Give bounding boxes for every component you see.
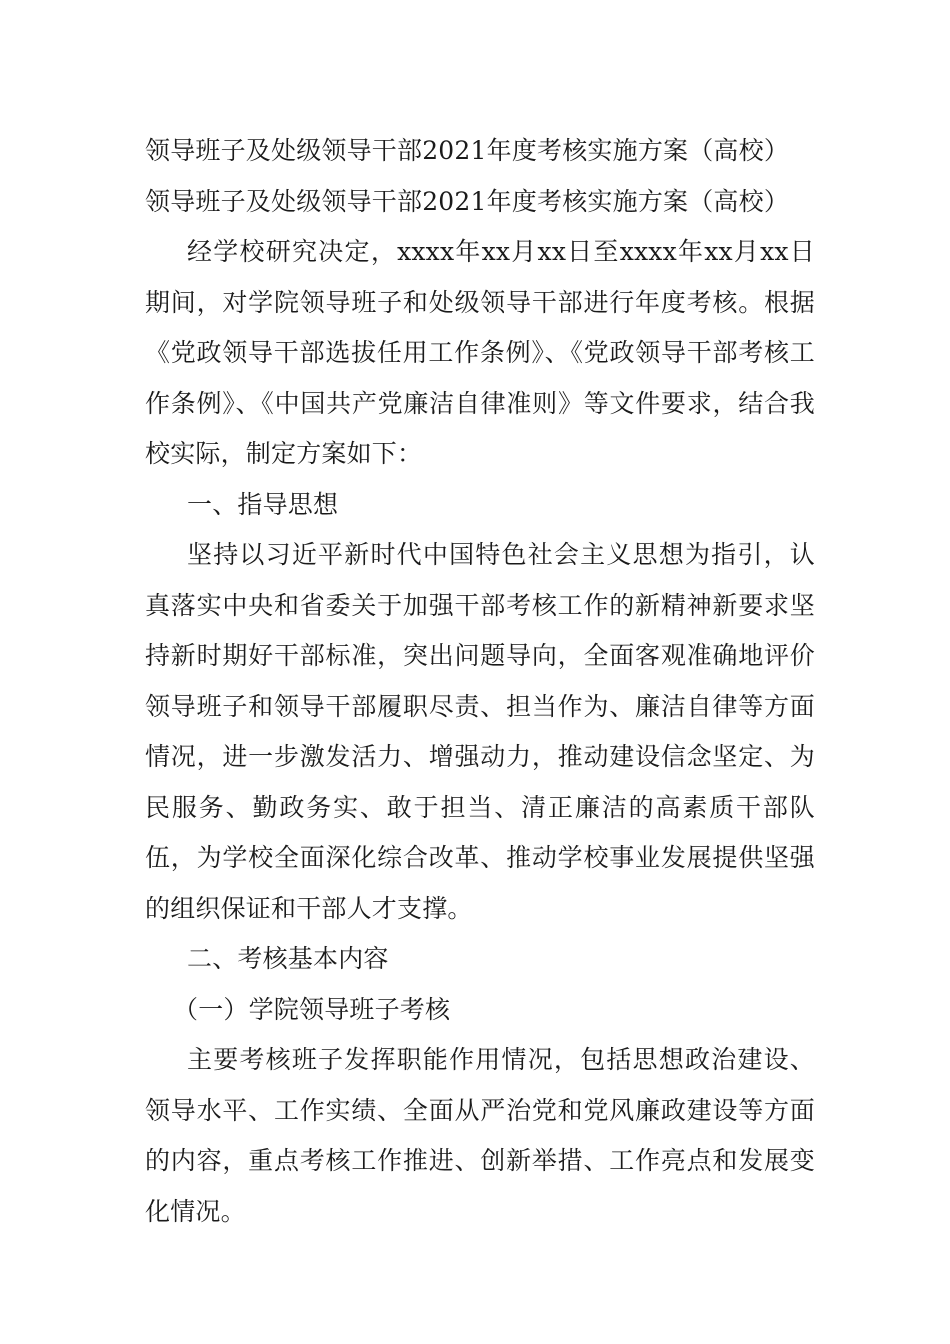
section-2-subheading-1: （一）学院领导班子考核 xyxy=(173,994,451,1024)
intro-paragraph: 经学校研究决定，xxxx年xx月xx日至xxxx年xx月xx日期间，对学院领导班子和处级领导干部进行年度考核。根据《党政领导干部选拔任用工作条例》、《党政领导干部考核工作条例》、《中国共产党廉洁自律准则》等文件要求，结合我校实际，制定方案如下： xyxy=(145,237,815,468)
document-title-line-1: 领导班子及处级领导干部2021年度考核实施方案（高校） xyxy=(145,136,790,165)
document-title-line-2: 领导班子及处级领导干部2021年度考核实施方案（高校） xyxy=(145,186,790,216)
section-1-paragraph: 坚持以习近平新时代中国特色社会主义思想为指引，认真落实中央和省委关于加强干部考核工作的新精神新要求坚持新时期好干部标准，突出问题导向，全面客观准确地评价领导班子和领导干部履职尽责、担当作为、廉洁自律等方面情况，进一步激发活力、增强动力，推动建设信念坚定、为民服务、勤政务实、敢于担当、清正廉洁的高素质干部队伍，为学校全面深化综合改革、推动学校事业发展提供坚强的组织保证和干部人才支撑。 xyxy=(145,540,815,923)
section-1-heading: 一、指导思想 xyxy=(187,489,339,519)
section-2-sub-1-paragraph: 主要考核班子发挥职能作用情况，包括思想政治建设、领导水平、工作实绩、全面从严治党和党风廉政建设等方面的内容，重点考核工作推进、创新举措、工作亮点和发展变化情况。 xyxy=(145,1045,815,1226)
document-page xyxy=(145,126,815,1237)
section-2-heading: 二、考核基本内容 xyxy=(187,944,389,973)
